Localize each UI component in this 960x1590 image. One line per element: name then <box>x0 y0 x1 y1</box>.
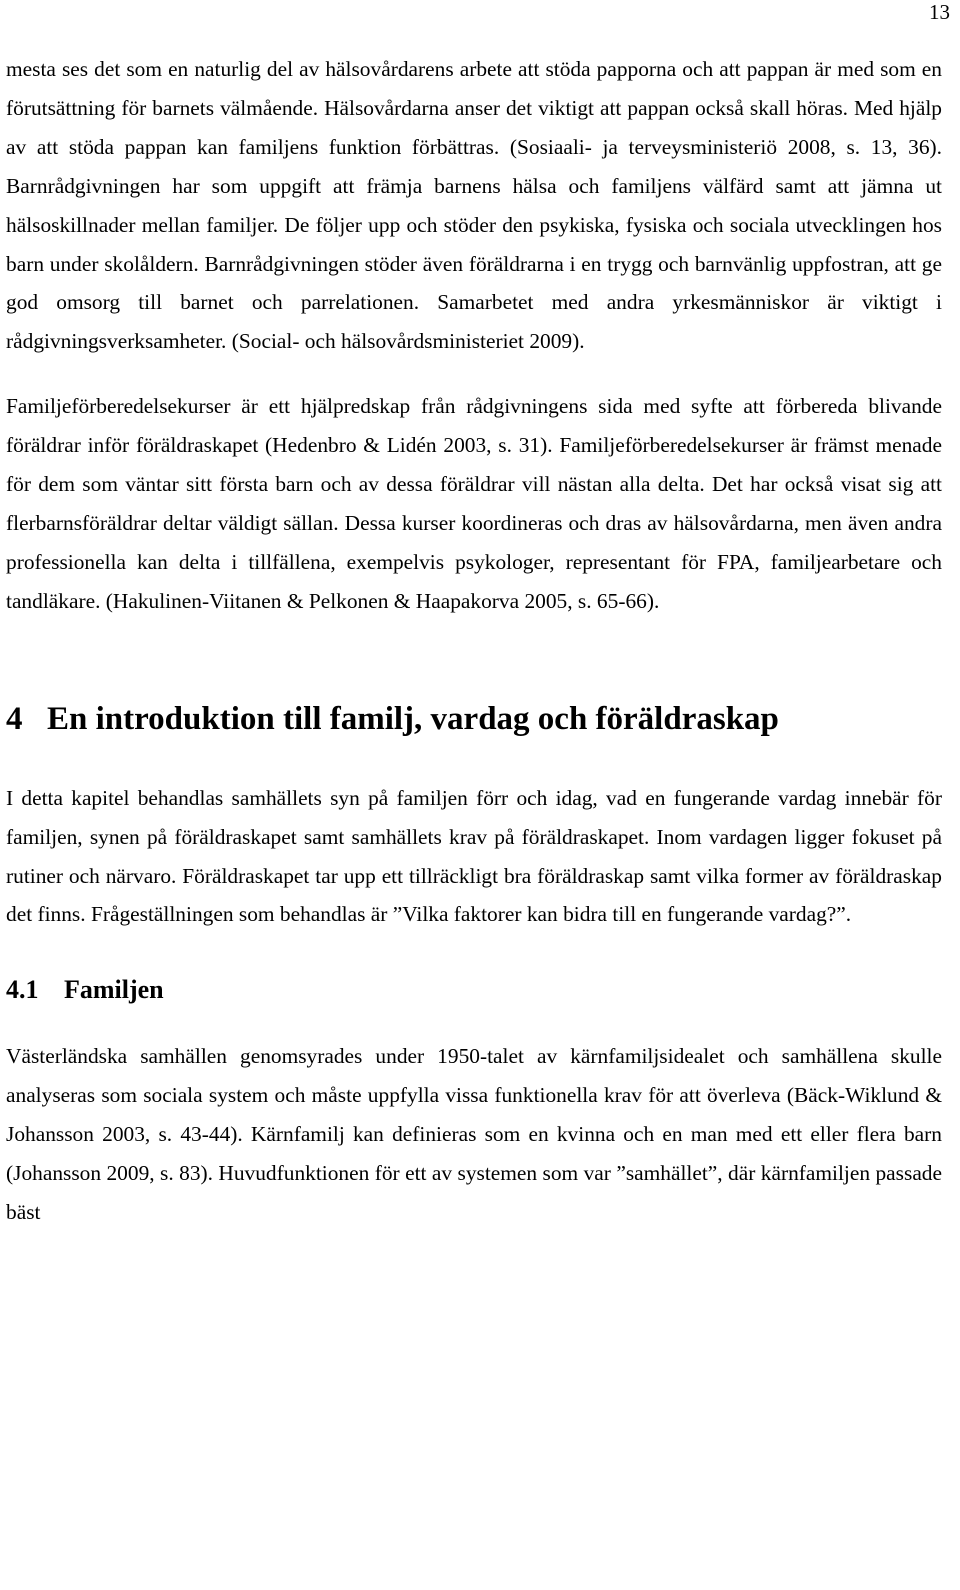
section-heading <box>6 974 942 1006</box>
document-body <box>6 50 942 1232</box>
paragraph-1: mesta ses det som en naturlig del av hälsovårdarens arbete att stöda papporna och att pappan är med som en förutsättning för barnets välmående. Hälsovårdarna anser det viktigt att pappan också skall höras. Med hjälp av att stöda pappan kan familjens funktion förbättras. (Sosiaali- ja terveysministeriö 2008, s. 13, 36). Barnrådgivningen har som uppgift att främja barnens hälsa och familjens välfärd samt att jämna ut hälsoskillnader mellan familjer. De följer upp och stöder den psykiska, fysiska och sociala utvecklingen hos barn under skolåldern. Barnrådgivningen stöder även föräldrarna i en trygg och barnvänlig uppfostran, att ge god omsorg till barnet och parrelationen. Samarbetet med andra yrkesmänniskor är viktigt i rådgivningsverksamheter. (Social- och hälsovårdsministeriet 2009). <box>6 57 942 354</box>
paragraph-2: Familjeförberedelsekurser är ett hjälpredskap från rådgivningens sida med syfte att förbereda blivande föräldrar inför föräldraskapet (Hedenbro & Lidén 2003, s. 31). Familjeförberedelsekurser är främst menade för dem som väntar sitt första barn och av dessa föräldrar vill nästan alla delta. Det har också visat sig att flerbarnsföräldrar deltar väldigt sällan. Dessa kurser koordineras och dras av hälsovårdarna, men även andra professionella kan delta i tillfällena, exempelvis psykologer, representant för FPA, familjearbetare och tandläkare. (Hakulinen-Viitanen & Pelkonen & Haapakorva 2005, s. 65-66). <box>6 394 942 613</box>
chapter-heading <box>6 699 942 739</box>
chapter-title: En introduktion till familj, vardag och föräldraskap <box>47 700 779 737</box>
page-number: 13 <box>929 0 950 24</box>
section-number: 4.1 <box>6 975 39 1005</box>
section-title: Familjen <box>64 975 164 1005</box>
paragraph-4: Västerländska samhällen genomsyrades under 1950-talet av kärnfamiljsidealet och samhällena skulle analyseras som sociala system och måste uppfylla vissa funktionella krav för att överleva (Bäck-Wiklund & Johansson 2003, s. 43-44). Kärnfamilj kan definieras som en kvinna och en man med ett eller flera barn (Johansson 2009, s. 83). Huvudfunktionen för ett av systemen som var ”samhället”, där kärnfamiljen passade bäst <box>6 1044 942 1224</box>
paragraph-3: I detta kapitel behandlas samhällets syn på familjen förr och idag, vad en fungerande vardag innebär för familjen, synen på föräldraskapet samt samhällets krav på föräldraskapet. Inom vardagen ligger fokuset på rutiner och närvaro. Föräldraskapet tar upp ett tillräckligt bra föräldraskap samt vilka former av föräldraskap det finns. Frågeställningen som behandlas är ”Vilka faktorer kan bidra till en fungerande vardag?”. <box>6 785 942 927</box>
chapter-number: 4 <box>6 700 23 737</box>
